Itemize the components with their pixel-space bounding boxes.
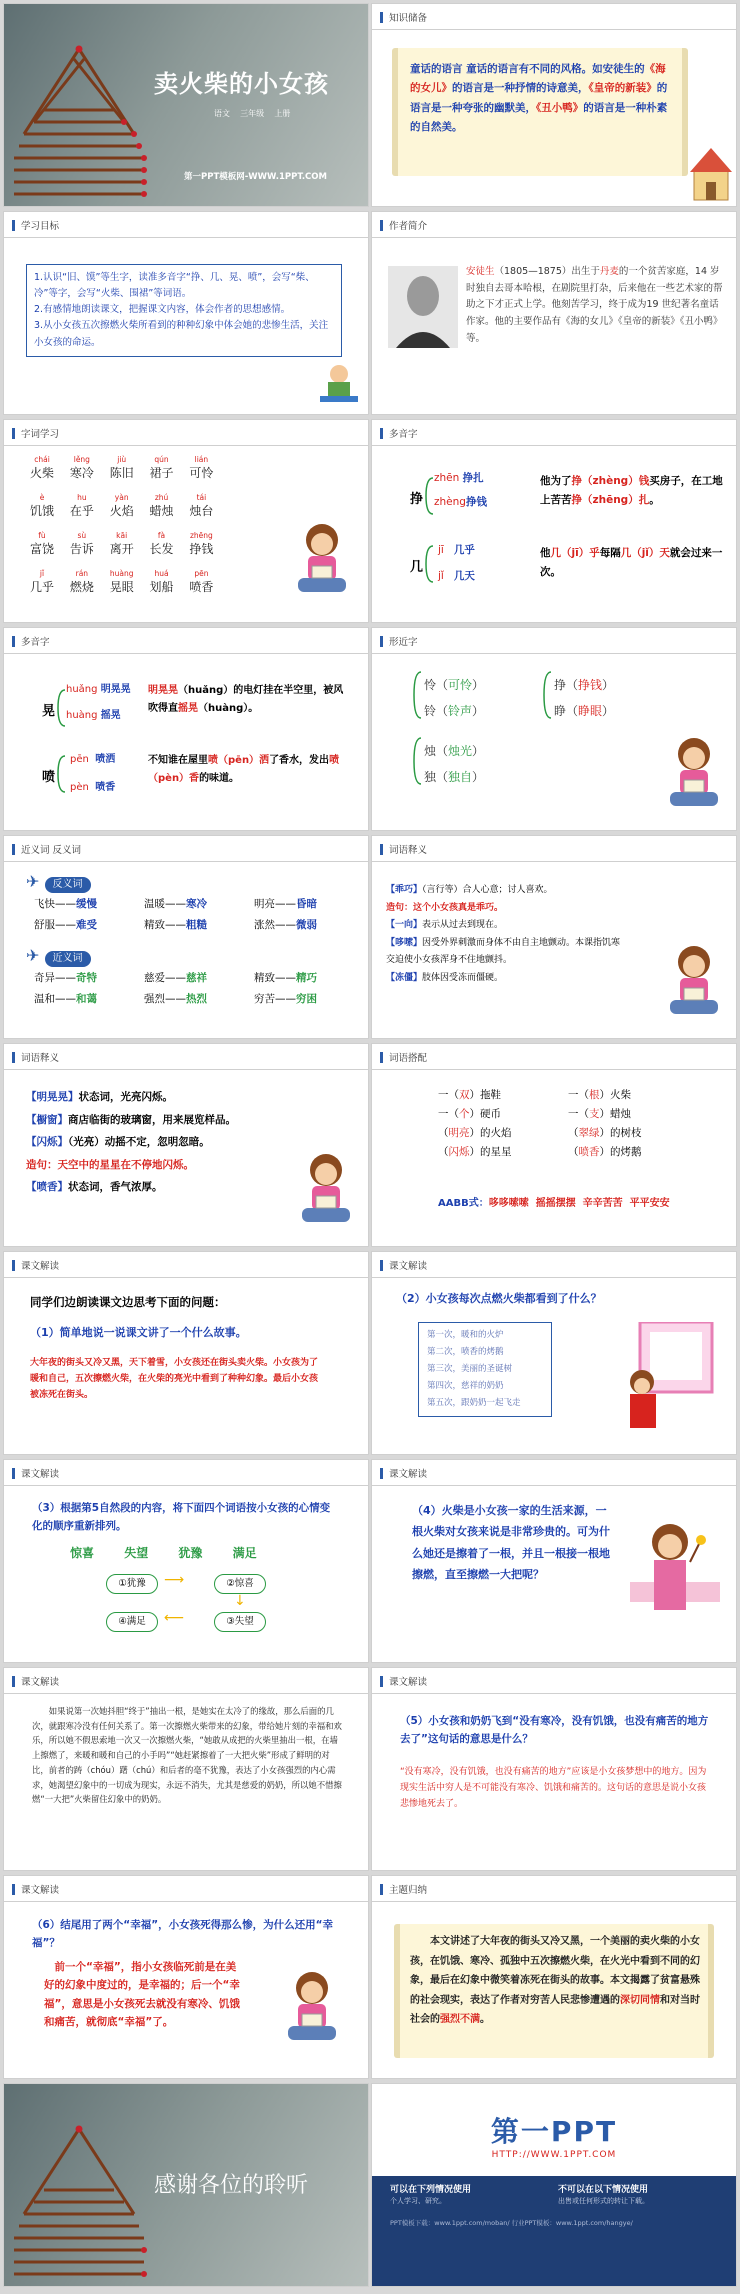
vocab-word: zhú 蜡烛 [149, 493, 174, 518]
vocab-word: fà 长发 [149, 531, 174, 556]
polyphone-char: 几 [410, 560, 424, 575]
question-5: （5）小女孩和奶奶飞到“没有寒冷，没有饥饿，也没有痛苦的地方去了”这句话的意思是什么？ [400, 1715, 709, 1746]
goals-box [26, 264, 342, 357]
reading-girl-illustration [294, 1150, 358, 1236]
slide-header: 主题归纳 [372, 1876, 736, 1902]
vocab-word: hu 在乎 [69, 493, 94, 518]
slide-header: 课文解读 [372, 1668, 736, 1694]
goal-item: 2.有感情地朗读课文，把握课文内容，体会作者的思想感情。 [34, 304, 291, 316]
question-2: （2）小女孩每次点燃火柴都看到了什么？ [396, 1292, 602, 1305]
definition-item: 造句：天空中的星星在不停地闪烁。 [26, 1158, 194, 1171]
slide-header: 课文解读 [4, 1460, 368, 1486]
slide-reading-4[interactable] [371, 1459, 737, 1663]
definition-item: 【橱窗】商店临街的玻璃窗，用来展览样品。 [26, 1113, 236, 1126]
analysis-paragraph: 如果说第一次她抖胆“终于”抽出一根，是她实在太冷了的缘故，那么后面的几次，就跟寒冷没有任何关系了。第一次擦燃火柴带来的幻象，带给她片刻的幸福和欢乐，所以她不假思索地一次又一次擦燃火柴，“她敢从成把的火柴里抽出一根，在墙上擦燃了，来暖和暖和自己的小手吗”“她赶紧擦着了一大把火柴”形成了鲜明的对比，前者的踌（chóu）躇（chú）和后者的毫不犹豫，表达了小女孩强烈的内心需求，她渴望幻象中的一切成为现实，永远不消失，尤其是慈爱的奶奶，所以她不惜擦燃“一大把”火柴留住幻象中的奶奶。 [32, 1706, 342, 1805]
vocab-word: pēn 喷香 [189, 569, 214, 594]
slide-header: 课文解读 [372, 1252, 736, 1278]
slide-header: 近义词 反义词 [4, 836, 368, 862]
definition-item: 【乖巧】（言行等）合人心意；讨人喜欢。 [386, 885, 553, 895]
similar-pair: 烛（烛光） 独（独自） [424, 744, 485, 785]
pinyin-line: jī 几乎 [438, 544, 475, 556]
slide-header: 词语搭配 [372, 1044, 736, 1070]
definition-item: 【冻僵】肢体因受冻而僵硬。 [386, 972, 504, 983]
similar-pair: 挣（挣钱） 睁（睁眼） [554, 678, 615, 719]
vocab-word: yàn 火焰 [109, 493, 134, 518]
vision-item: 第五次，跟奶奶一起飞走 [427, 1398, 521, 1408]
slide-header: 多音字 [372, 420, 736, 446]
vocab-row [30, 570, 260, 608]
polyphone-char: 挣 [410, 492, 424, 507]
cover-site: 第一PPT模板网-WWW.1PPT.COM [184, 172, 327, 182]
slide-header: 课文解读 [372, 1460, 736, 1486]
slide-header: 课文解读 [4, 1668, 368, 1694]
definition-item: 【哆嗦】因受外界刺激而身体不由自主地颤动。本课指饥寒交迫使小女孩浑身不住地颤抖。 [386, 937, 621, 966]
girl-with-match-illustration [630, 1512, 720, 1632]
polyphone-char: 喷 [42, 770, 56, 785]
slide-definitions-1[interactable] [371, 835, 737, 1039]
reading-girl-illustration [662, 734, 726, 820]
example-sentence: 他几（jī）乎每隔几（jǐ）天就会过来一次。 [540, 547, 723, 578]
collocation-left: 一（双）拖鞋 一（个）硬币 （明亮）的火焰 （闪烁）的星星 [438, 1089, 512, 1158]
slide-theme[interactable] [371, 1875, 737, 2079]
slide-reading-6[interactable] [371, 1667, 737, 1871]
allowed-sub: 个人学习、研究。 [390, 2197, 446, 2205]
aabb-line: AABB式：哆哆嗦嗦 摇摇摆摆 辛辛苦苦 平平安安 [438, 1198, 670, 1209]
vision-item: 第一次，暖和的火炉 [427, 1330, 504, 1340]
example-sentence: 不知谁在屋里喷（pēn）洒了香水，发出喷（pèn）香的味道。 [148, 755, 340, 784]
slide-header: 词语释义 [4, 1044, 368, 1070]
flow-arrow: ↓ [234, 1593, 246, 1609]
slide-header: 多音字 [4, 628, 368, 654]
pinyin-line: pèn 喷香 [70, 782, 116, 793]
goal-item: 1.认识“旧、馍”等生字，读准多音字“挣、几、晃、喷”，会写“柴、冷”等字，会写“火柴、围裙”等词语。 [34, 272, 315, 300]
slide-author[interactable] [371, 211, 737, 415]
vocab-word: qún 裙子 [149, 455, 174, 480]
vocab-word: lián 可怜 [189, 455, 214, 480]
visions-box [418, 1322, 552, 1417]
antonym-list: 飞快——缓慢 温暖——寒冷 明亮——昏暗 舒服——难受 精致——粗糙 涨然——微弱 [34, 898, 317, 931]
vision-item: 第四次，慈祥的奶奶 [427, 1381, 504, 1391]
vocab-row [30, 532, 260, 570]
bracket [56, 688, 66, 728]
vocab-row [30, 494, 260, 532]
slide-reading-5[interactable] [3, 1667, 369, 1871]
author-text: 安徒生（1805—1875）出生于丹麦的一个贫苦家庭，14 岁时独自去哥本哈根，在剧院里打杂，后来他在一些艺术家的帮助之下才正式上学。他刻苦学习，终于成为19 世纪著名童话作家。他的主要作品有《海的女儿》《皇帝的新装》《丑小鸭》等。 [466, 266, 723, 344]
cover-meta: 语文 三年级 上册 [214, 109, 291, 118]
similar-pair: 怜（可怜） 铃（铃声） [424, 678, 485, 719]
slide-header: 字词学习 [4, 420, 368, 446]
answer-5: “没有寒冷，没有饥饿，也没有痛苦的地方”应该是小女孩梦想中的地方。因为现实生活中穷人是不可能没有寒冷、饥饿和痛苦的。这句话的意思是说小女孩悲惨地死去了。 [400, 1767, 707, 1810]
definition-item: 【明晃晃】状态词，光亮闪烁。 [26, 1091, 173, 1103]
vision-item: 第二次，喷香的烤鹅 [427, 1347, 504, 1357]
pinyin-line: zhèng挣钱 [434, 496, 487, 508]
bird-icon: ✈ [26, 946, 40, 965]
pinyin-line: huǎng 明晃晃 [66, 684, 131, 695]
polyphone-char: 晃 [42, 704, 56, 719]
flow-step: ④满足 [106, 1612, 158, 1632]
slide-similar-chars[interactable] [371, 627, 737, 831]
vocab-word: fù 富饶 [30, 531, 55, 556]
slide-thanks[interactable] [3, 2083, 369, 2287]
slide-header: 课文解读 [4, 1876, 368, 1902]
vocab-word: rán 燃烧 [69, 569, 94, 594]
allowed-title: 可以在下列情况使用 [390, 2185, 472, 2195]
forbidden-title: 不可以在以下情况使用 [558, 2185, 649, 2195]
vocab-word: kāi 离开 [109, 531, 134, 556]
vocab-word: chái 火柴 [30, 455, 55, 480]
cover-title: 卖火柴的小女孩 [154, 70, 329, 98]
matchstick-house-illustration [4, 4, 164, 207]
knowledge-text: 童话的语言 童话的语言有不同的风格。如安徒生的《海的女儿》的语言是一种抒情的诗意美，《皇帝的新装》的语言是一种夸张的幽默美，《丑小鸭》的语言是一种朴素的自然美。 [410, 63, 668, 134]
cottage-illustration [688, 142, 734, 202]
vocab-word: zhēng 挣钱 [189, 531, 214, 556]
slide-reading-3[interactable] [3, 1459, 369, 1663]
slide-header: 作者简介 [372, 212, 736, 238]
slide-vocab[interactable] [3, 419, 369, 623]
vocab-word: è 饥饿 [30, 493, 55, 518]
vocab-word: tái 烛台 [189, 493, 214, 518]
vocab-word: jǐ 几乎 [30, 569, 55, 594]
question-3: （3）根据第5自然段的内容，将下面四个词语按小女孩的心情变化的顺序重新排列。 [32, 1502, 331, 1532]
antonym-tag: ✈ 反义词 [26, 872, 91, 893]
definition-item: 【一向】表示从过去到现在。 [386, 920, 504, 931]
vocab-grid [30, 456, 260, 608]
vocab-word: huàng 晃眼 [109, 569, 134, 594]
girl-at-window-illustration [620, 1322, 720, 1432]
author-portrait [388, 266, 458, 348]
links-note[interactable]: PPT模板下载：www.1ppt.com/moban/ 行业PPT模板：www.1ppt.com/hangye/ [390, 2219, 633, 2227]
question-1: （1）简单地说一说课文讲了一个什么故事。 [30, 1326, 247, 1339]
slide-reading-2[interactable] [371, 1251, 737, 1455]
pinyin-line: huàng 摇晃 [66, 710, 121, 721]
answer-6: 前一个“幸福”，指小女孩临死前是在美好的幻象中度过的，是幸福的；后一个“幸福”，意思是小女孩死去就没有寒冷、饥饿和痛苦，就彻底“幸福”了。 [44, 1961, 240, 2029]
vocab-row [30, 456, 260, 494]
question-4: （4）火柴是小女孩一家的生活来源，一根火柴对女孩来说是非常珍贵的。可为什么她还是擦着了一根，并且一根接一根地擦燃，直至擦燃一大把呢？ [412, 1504, 610, 1582]
flow-arrow: ⟵ [164, 1610, 185, 1626]
reading-girl-illustration [662, 942, 726, 1028]
theme-text: 本文讲述了大年夜的街头又冷又黑，一个美丽的卖火柴的小女孩，在饥饿、寒冷、孤独中五次擦燃火柴，在火光中看到不同的幻象，最后在幻象中微笑着冻死在街头的故事。本文揭露了贫富悬殊的社会现实，表达了作者对穷苦人民悲惨遭遇的深切同情和对当时社会的强烈不满。 [410, 1936, 700, 2025]
vocab-word: lěng 寒冷 [69, 455, 94, 480]
reading-girl-illustration [290, 520, 354, 606]
vision-item: 第三次，美丽的圣诞树 [427, 1364, 513, 1374]
pinyin-line: jǐ 几天 [438, 570, 475, 582]
flow-step: ①犹豫 [106, 1574, 158, 1594]
slide-knowledge[interactable] [371, 3, 737, 207]
bracket [412, 670, 422, 720]
slide-brand[interactable] [371, 2083, 737, 2287]
slide-header: 词语释义 [372, 836, 736, 862]
slide-polyphone-1[interactable] [371, 419, 737, 623]
flow-step: ③失望 [214, 1612, 266, 1632]
reading-girl-illustration [280, 1968, 344, 2054]
slide-header: 知识储备 [372, 4, 736, 30]
vocab-word: huá 划船 [149, 569, 174, 594]
collocation-right: 一（根）火柴 一（支）蜡烛 （翠绿）的树枝 （喷香）的烤鹅 [568, 1089, 642, 1158]
goal-item: 3.从小女孩五次擦燃火柴所看到的种种幻象中体会她的悲惨生活，关注小女孩的命运。 [34, 320, 329, 348]
emotion-words: 惊喜 失望 犹豫 满足 [70, 1546, 257, 1560]
pinyin-line: zhēn 挣扎 [434, 472, 484, 484]
bracket [424, 544, 434, 584]
example-sentence: 明晃晃（huǎng）的电灯挂在半空里，被风吹得直摇晃（huàng）。 [148, 685, 344, 714]
slide-syn-ant[interactable] [3, 835, 369, 1039]
question-6: （6）结尾用了两个“幸福”，小女孩死得那么惨，为什么还用“幸福”？ [32, 1919, 334, 1950]
slide-header: 课文解读 [4, 1252, 368, 1278]
slide-reading-1[interactable] [3, 1251, 369, 1455]
definition-item: 造句：这个小女孩真是乖巧。 [386, 902, 504, 913]
bird-icon: ✈ [26, 872, 40, 891]
slide-reading-7[interactable] [3, 1875, 369, 2079]
bracket [424, 476, 434, 516]
matchstick-house-illustration [4, 2084, 164, 2287]
synonym-list: 奇异——奇特 慈爱——慈祥 精致——精巧 温和——和蔼 强烈——热烈 穷苦——穷困 [34, 972, 317, 1005]
slide-definitions-2[interactable] [3, 1043, 369, 1247]
flow-arrow: ⟶ [164, 1572, 185, 1588]
bracket [542, 670, 552, 720]
forbidden-sub: 出售或任何形式的转让下载。 [558, 2197, 649, 2205]
slide-header: 形近字 [372, 628, 736, 654]
bracket [412, 736, 422, 786]
bracket [56, 754, 66, 794]
slide-goals[interactable] [3, 211, 369, 415]
vocab-word: sù 告诉 [69, 531, 94, 556]
definition-item: 【闪烁】（光亮）动摇不定，忽明忽暗。 [26, 1136, 210, 1149]
thanks-title: 感谢各位的聆听 [154, 2173, 309, 2198]
example-sentence: 他为了挣（zhèng）钱买房子，在工地上苦苦挣（zhēng）扎。 [540, 475, 723, 506]
flow-step: ②惊喜 [214, 1574, 266, 1594]
slide-polyphone-2[interactable] [3, 627, 369, 831]
vocab-word: jiù 陈旧 [109, 455, 134, 480]
pinyin-line: pēn 喷洒 [70, 754, 116, 765]
question-intro: 同学们边朗读课文边思考下面的问题： [30, 1295, 226, 1309]
brand-logo: 第一PPT [490, 2115, 618, 2148]
slide-header: 学习目标 [4, 212, 368, 238]
synonym-tag: ✈ 近义词 [26, 946, 91, 967]
definition-list [386, 882, 626, 987]
slide-cover[interactable] [3, 3, 369, 207]
definition-item: 【喷香】状态词，香气浓厚。 [26, 1181, 163, 1194]
slide-collocations[interactable] [371, 1043, 737, 1247]
answer-1: 大年夜的街头又冷又黑，天下着雪，小女孩还在街头卖火柴。小女孩为了暖和自己，五次擦燃火柴，在火柴的亮光中看到了种种幻象。最后小女孩被冻死在街头。 [30, 1358, 319, 1400]
brand-url[interactable]: HTTP://WWW.1PPT.COM [491, 2150, 617, 2160]
definition-list [26, 1086, 286, 1199]
reading-boy-illustration [314, 360, 364, 410]
